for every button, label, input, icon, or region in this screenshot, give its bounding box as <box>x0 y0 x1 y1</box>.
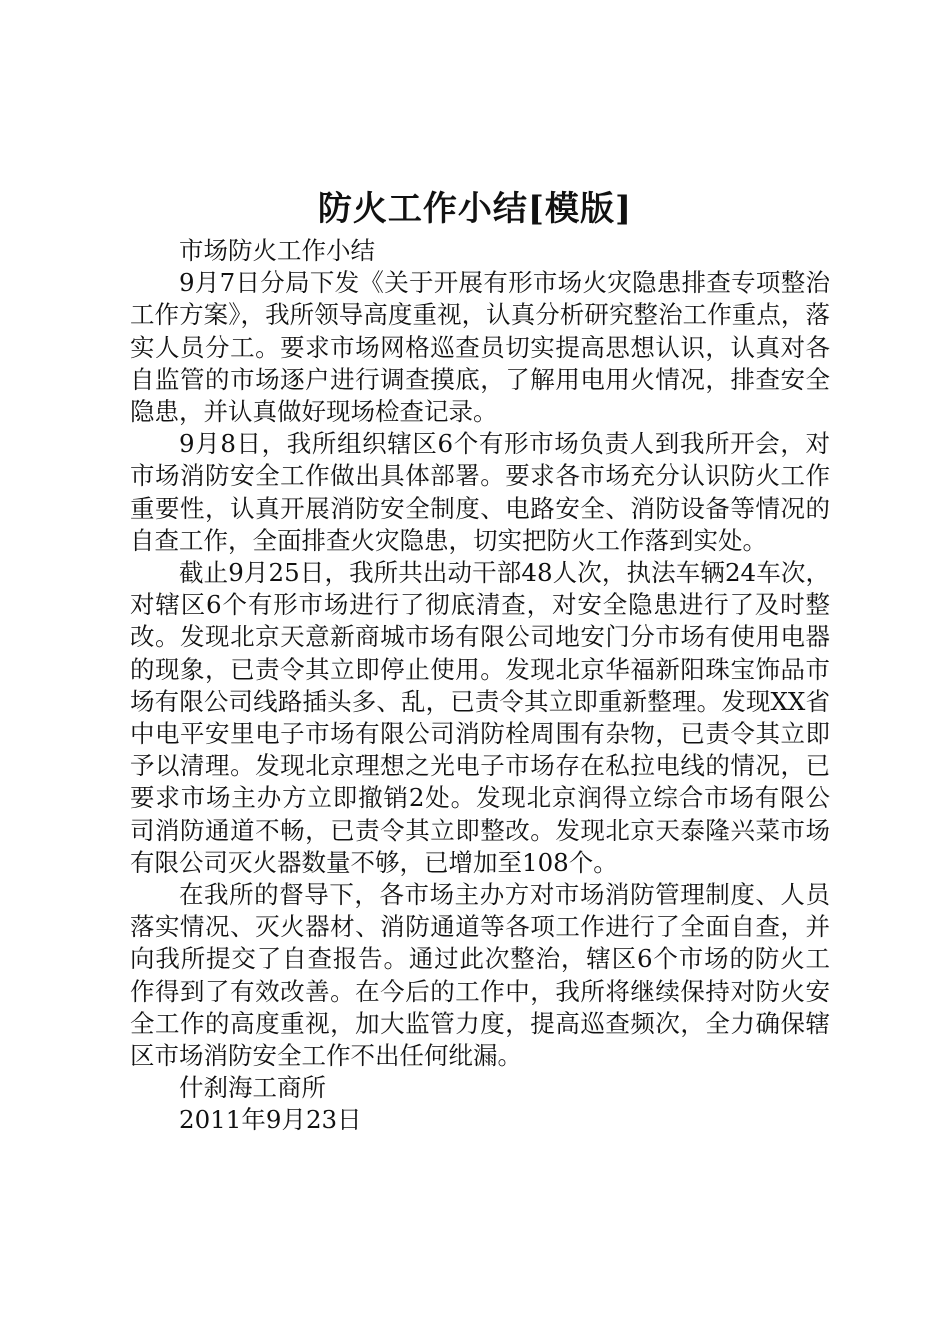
paragraph-2: 9月8日，我所组织辖区6个有形市场负责人到我所开会，对市场消防安全工作做出具体部署。要求各市场充分认识防火工作重要性，认真开展消防安全制度、电路安全、消防设备等情况的自查工作，全面排查火灾隐患，切实把防火工作落到实处。 <box>130 429 830 555</box>
document-title: 防火工作小结[模版] <box>317 189 633 229</box>
signature: 什刹海工商所 <box>179 1073 326 1103</box>
document-subtitle: 市场防火工作小结 <box>179 236 375 265</box>
paragraph-4: 在我所的督导下，各市场主办方对市场消防管理制度、人员落实情况、灭火器材、消防通道等各项工作进行了全面自查，并向我所提交了自查报告。通过此次整治，辖区6个市场的防火工作得到了有效改善。在今后的工作中，我所将继续保持对防火安全工作的高度重视，加大监管力度，提高巡查频次，全力确保辖区市场消防安全工作不出任何纰漏。 <box>130 880 830 1071</box>
date: 2011年9月23日 <box>179 1105 362 1135</box>
paragraph-3: 截止9月25日，我所共出动干部48人次，执法车辆24车次，对辖区6个有形市场进行了彻底清查，对安全隐患进行了及时整改。发现北京天意新商城市场有限公司地安门分市场有使用电器的现象，已责令其立即停止使用。发现北京华福新阳珠宝饰品市场有限公司线路插头多、乱，已责令其立即重新整理。发现XX省中电平安里电子市场有限公司消防栓周围有杂物，已责令其立即予以清理。发现北京理想之光电子市场存在私拉电线的情况，已要求市场主办方立即撤销2处。发现北京润得立综合市场有限公司消防通道不畅，已责令其立即整改。发现北京天泰隆兴菜市场有限公司灭火器数量不够，已增加至108个。 <box>130 558 830 877</box>
paragraph-1: 9月7日分局下发《关于开展有形市场火灾隐患排查专项整治工作方案》，我所领导高度重视，认真分析研究整治工作重点，落实人员分工。要求市场网格巡查员切实提高思想认识，认真对各自监管的市场逐户进行调查摸底，了解用电用火情况，排查安全隐患，并认真做好现场检查记录。 <box>130 268 830 427</box>
document-body <box>130 235 830 1137</box>
